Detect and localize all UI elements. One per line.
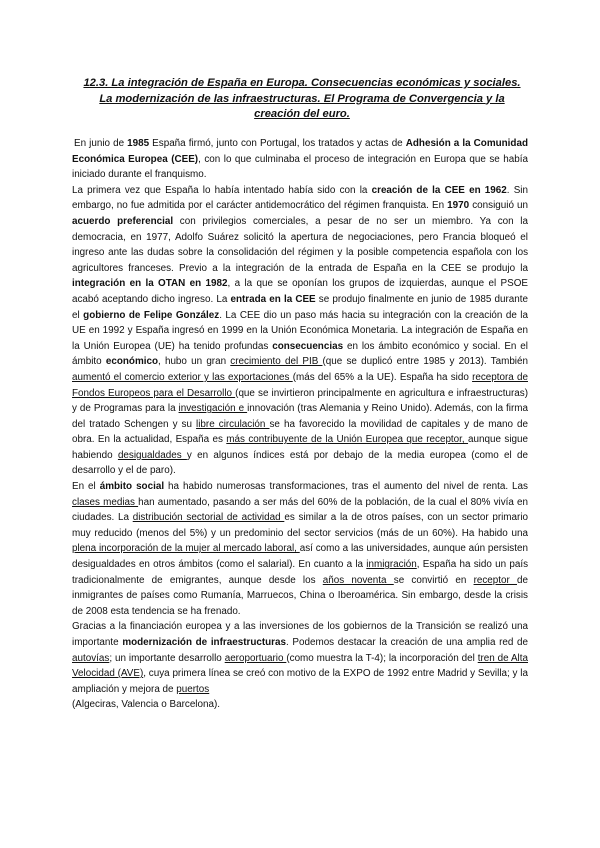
- text-run: así como a las universidades, aunque aún persisten desigualdades en otros ámbitos (como el salarial). En cuanto a la: [72, 543, 528, 571]
- text-run: (más del 65% a la UE). España ha sido: [292, 371, 473, 383]
- text-run: . Sin embargo, no fue admitida por el carácter antidemocrático del régimen franquista. En: [72, 184, 528, 212]
- text-run: . Podemos destacar la creación de una amplia red de: [286, 637, 528, 648]
- text-run: de inmigrantes de países como Rumanía, Marruecos, China o Iberoamérica. Sin embargo, desde la crisis de 2008 esta tendencia se ha frenado.: [72, 574, 528, 617]
- underlined-run: crecimiento del PIB: [230, 356, 323, 368]
- underlined-run: puertos: [176, 683, 210, 695]
- text-run: Gracias a la financiación europea y a las inversiones de los gobiernos de la Transición se realizó una importante: [72, 621, 528, 648]
- underlined-run: autovías: [72, 652, 110, 664]
- document-title: 12.3. La integración de España en Europa. Consecuencias económicas y sociales. La modernización de las infraestructuras. El Programa de Convergencia y la creación del euro.: [83, 77, 521, 120]
- text-run: (que se duplicó entre 1985 y 2013). También: [322, 356, 528, 368]
- text-run: , cuya primera línea se creó con motivo de la EXPO de 1992 entre Madrid y Sevilla; y la ampliación y mejora de: [72, 668, 528, 695]
- underlined-run: investigación e: [178, 403, 248, 415]
- bold-run: gobierno de Felipe González: [83, 309, 220, 321]
- text-run: y en algunos índices está por debajo de la media europea (como el de desarrollo y el de paro).: [72, 449, 528, 477]
- text-run: ; un importante desarrollo: [109, 652, 225, 664]
- underlined-run: tren de Alta Velocidad (AVE): [72, 652, 528, 680]
- text-run: con privilegios comerciales, a pesar de no ser un miembro. Ya con la democracia, en 1977, Adolfo Suárez solicitó la apertura de negociaciones, pero Francia bloqueó el ingreso ante las dudas sobre la consolidación del régimen y la posible competencia española con los agricultores franceses. Previo a la integración de la entrada de España en la CEE se produjo la: [72, 215, 528, 274]
- text-run: España firmó, junto con Portugal, los tratados y actas de: [149, 138, 406, 149]
- text-run: En el: [72, 481, 100, 493]
- paragraph-history-consequences: [72, 183, 528, 479]
- text-run: han aumentado, pasando a ser más del 60% de la población, de la cual el 80% vivía en ciudades. La: [72, 496, 529, 524]
- text-run: (como muestra la T-4); la incorporación del: [286, 652, 478, 664]
- underlined-run: años noventa: [322, 574, 394, 586]
- bold-run: 1970: [447, 200, 470, 212]
- text-run: se convirtió en: [393, 574, 474, 586]
- underlined-run: aeroportuario: [224, 652, 287, 664]
- underlined-run: distribución sectorial de actividad: [132, 512, 285, 524]
- text-run: (Algeciras, Valencia o Barcelona).: [72, 699, 221, 711]
- text-run: , hubo un gran: [158, 356, 231, 368]
- bold-run: entrada en la CEE: [230, 293, 316, 305]
- bold-run: económico: [105, 356, 158, 368]
- text-run: En junio de: [74, 138, 128, 149]
- text-run: innovación (tras Alemania y Reino Unido). Además, con la firma del tratado Schengen y su: [72, 403, 529, 430]
- underlined-run: aumentó el comercio exterior y las exportaciones: [72, 371, 293, 383]
- bold-run: 1985: [127, 138, 150, 149]
- text-run: , con lo que culminaba el proceso de integración en Europa que se había iniciado durante el franquismo.: [72, 153, 528, 181]
- text-run: La primera vez que España lo había intentado había sido con la: [72, 184, 372, 196]
- underlined-run: clases medias: [72, 496, 139, 508]
- underlined-run: receptor: [473, 574, 517, 586]
- text-run: es similar a la de otros países, con un sector primario muy reducido (menos del 5%) y un predominio del sector servicios (más de un 60%). Ha habido una: [72, 512, 528, 539]
- bold-run: integración en la OTAN en 1982: [72, 278, 228, 290]
- underlined-run: plena incorporación de la mujer al mercado laboral,: [72, 543, 300, 555]
- underlined-run: receptora de Fondos Europeos para el Desarrollo: [72, 371, 528, 399]
- text-run: , España ha sido un país tradicionalmente de emigrantes, aunque desde los: [72, 559, 529, 586]
- bold-run: ámbito social: [99, 481, 165, 493]
- text-run: ha habido numerosas transformaciones, tras el aumento del nivel de renta. Las: [164, 481, 528, 493]
- bold-run: acuerdo preferencial: [72, 215, 174, 227]
- text-run: se produjo finalmente en junio de 1985 durante el: [72, 293, 528, 321]
- text-run: , a la que se oponían los grupos de izquierdas, aunque el PSOE acabó aceptando dicho ingreso. La: [72, 278, 528, 305]
- text-run: se ha favorecido la movilidad de capitales y de mano de obra. En la actualidad, España es: [72, 418, 528, 446]
- underlined-run: libre circulación: [196, 418, 270, 430]
- paragraph-adhesion: [72, 136, 528, 183]
- bold-run: modernización de infraestructuras: [122, 637, 287, 648]
- document-body: [72, 136, 528, 713]
- underlined-run: más contribuyente de la Unión Europea que receptor,: [226, 434, 469, 446]
- underlined-run: desigualdades: [117, 449, 187, 461]
- paragraph-infrastructure: [72, 619, 528, 713]
- text-run: . La CEE dio un paso más hacia su integración con la creación de la UE en 1992 y España ingresó en 1999 en la Unión Económica Monetaria. La integración de España en la Unión Europea (UE) ha tenido profundas: [72, 309, 528, 352]
- underlined-run: inmigración: [366, 559, 417, 571]
- bold-run: creación de la CEE en 1962: [371, 184, 507, 196]
- text-run: (que se invirtieron principalmente en agricultura e infraestructuras) y de Programas para la: [72, 387, 528, 415]
- paragraph-social: [72, 479, 528, 619]
- bold-run: consecuencias: [272, 340, 344, 352]
- text-run: aunque sigue habiendo: [72, 434, 528, 461]
- text-run: en los ámbito económico y social. En el ámbito: [72, 340, 528, 368]
- bold-run: Adhesión a la Comunidad Económica Europea (CEE): [72, 138, 528, 165]
- text-run: consiguió un: [469, 200, 528, 212]
